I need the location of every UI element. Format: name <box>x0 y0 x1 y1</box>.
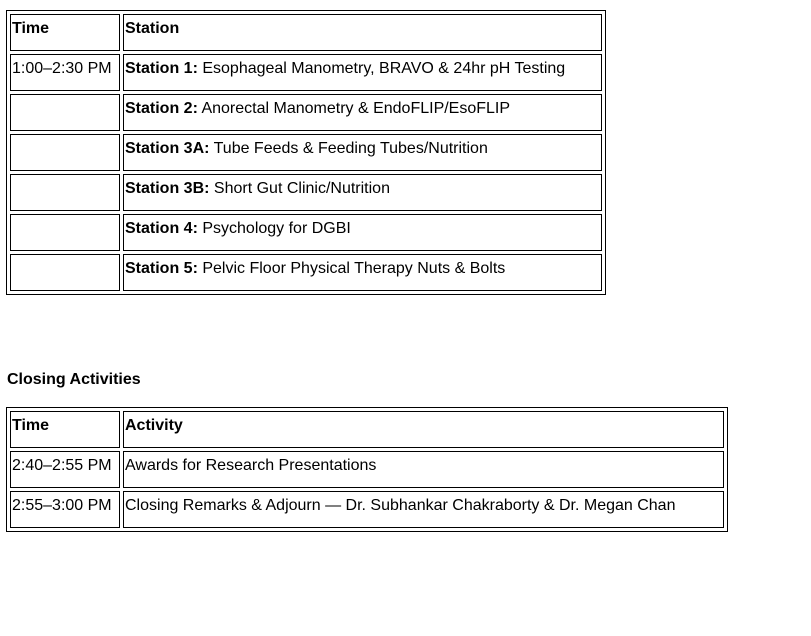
time-cell: 2:40–2:55 PM <box>10 451 120 488</box>
table-row <box>10 254 602 291</box>
station-label: Station 5: <box>125 260 198 277</box>
station-label: Station 1: <box>125 60 198 77</box>
time-cell <box>10 134 120 171</box>
table-header-row <box>10 411 724 448</box>
station-cell <box>123 174 602 211</box>
header-activity: Activity <box>123 411 724 448</box>
table-row <box>10 54 602 91</box>
header-time: Time <box>10 14 120 51</box>
station-cell <box>123 254 602 291</box>
time-cell <box>10 254 120 291</box>
station-name: Short Gut Clinic/Nutrition <box>213 180 390 197</box>
station-label: Station 2: <box>125 100 198 117</box>
header-time: Time <box>10 411 120 448</box>
table-row <box>10 451 724 488</box>
closing-activities-heading: Closing Activities <box>7 371 141 388</box>
table-header-row <box>10 14 602 51</box>
station-cell <box>123 94 602 131</box>
station-label: Station 4: <box>125 220 198 237</box>
time-cell <box>10 94 120 131</box>
station-name: Pelvic Floor Physical Therapy Nuts & Bolts <box>202 260 506 277</box>
time-cell: 1:00–2:30 PM <box>10 54 120 91</box>
time-cell <box>10 174 120 211</box>
station-label: Station 3A: <box>125 140 210 157</box>
station-cell <box>123 214 602 251</box>
activity-cell: Awards for Research Presentations <box>123 451 724 488</box>
time-cell: 2:55–3:00 PM <box>10 491 120 528</box>
station-cell <box>123 134 602 171</box>
station-name: Esophageal Manometry, BRAVO & 24hr pH Testing <box>202 60 566 77</box>
table-row <box>10 214 602 251</box>
header-station: Station <box>123 14 602 51</box>
station-cell <box>123 54 602 91</box>
station-label: Station 3B: <box>125 180 210 197</box>
table-row <box>10 174 602 211</box>
station-name: Anorectal Manometry & EndoFLIP/EsoFLIP <box>201 100 511 117</box>
table-row <box>10 134 602 171</box>
table-row <box>10 491 724 528</box>
station-name: Psychology for DGBI <box>202 220 351 237</box>
stations-table <box>6 10 606 295</box>
time-cell <box>10 214 120 251</box>
activity-cell: Closing Remarks & Adjourn — Dr. Subhankar Chakraborty & Dr. Megan Chan <box>123 491 724 528</box>
table-row <box>10 94 602 131</box>
closing-activities-table <box>6 407 728 532</box>
station-name: Tube Feeds & Feeding Tubes/Nutrition <box>213 140 488 157</box>
